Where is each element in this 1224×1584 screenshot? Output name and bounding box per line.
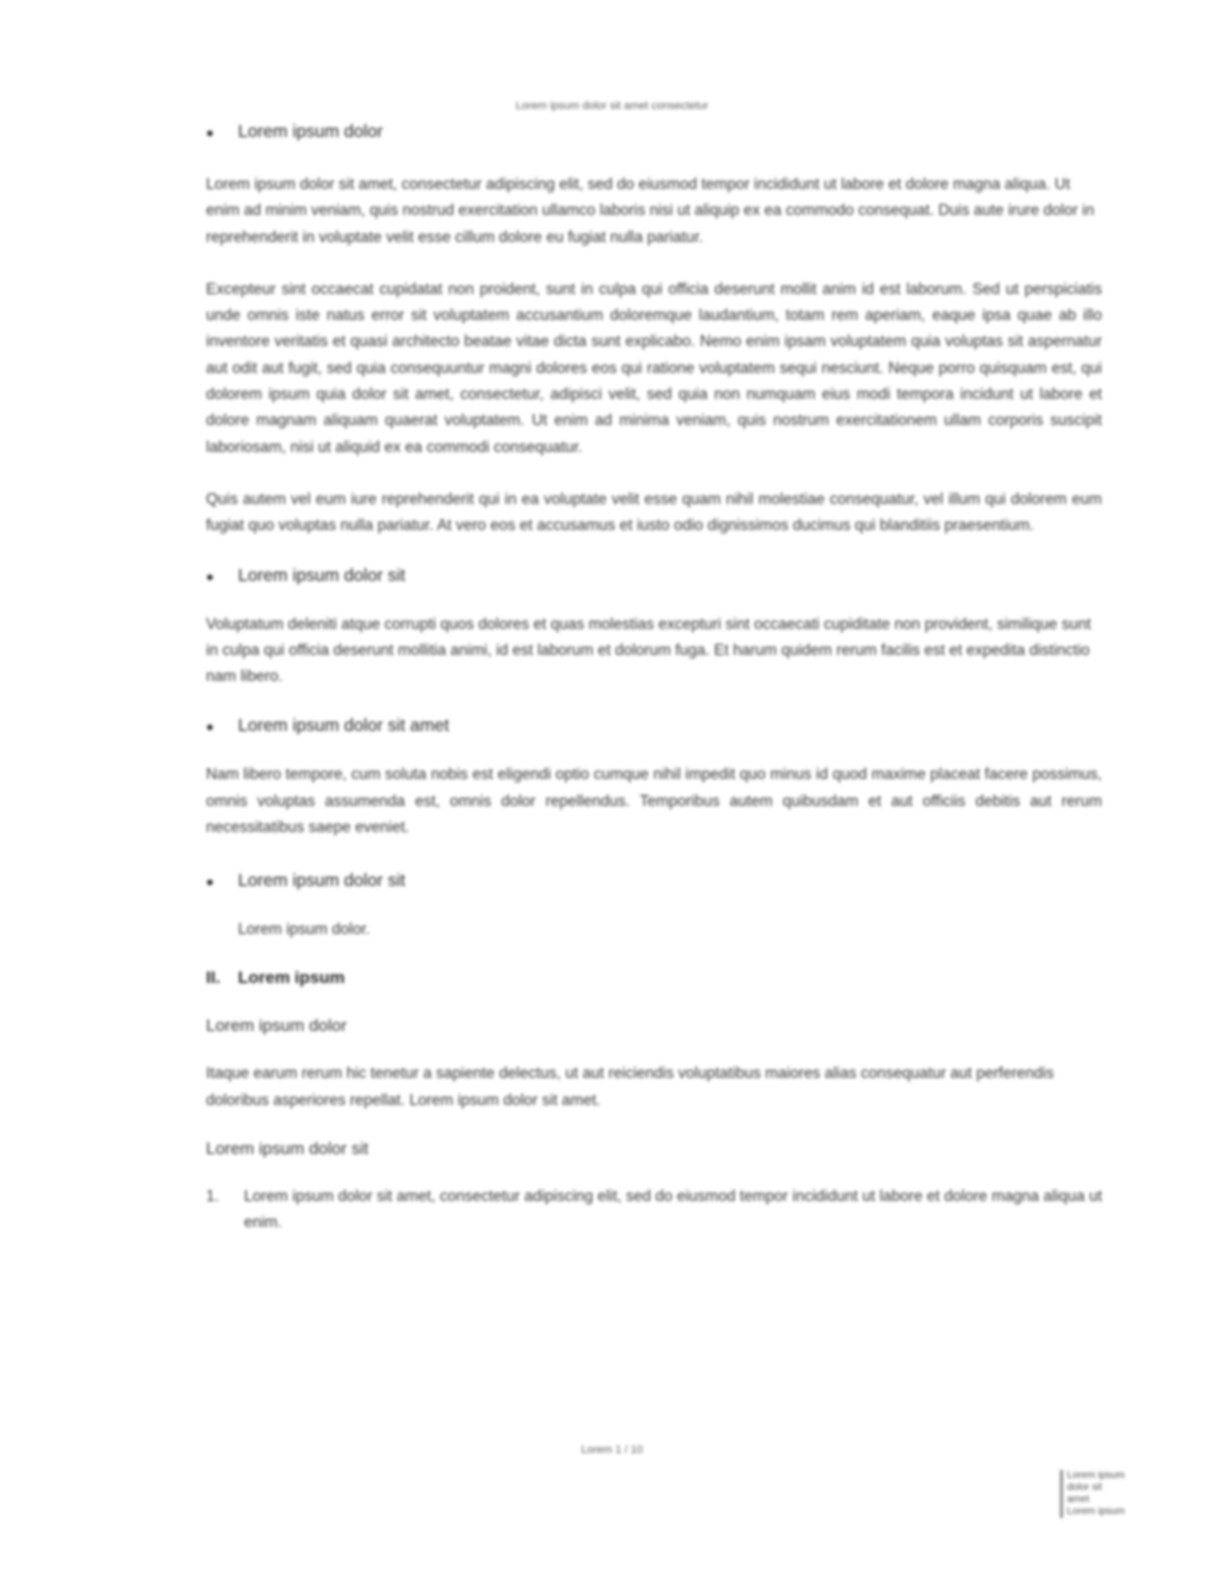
specific-objective-item [206, 1184, 1102, 1236]
item-number: 1. [206, 1187, 219, 1205]
section-heading-attendance [206, 712, 1102, 740]
bullet-icon: ● [206, 125, 214, 140]
general-objective-heading: Lorem ipsum dolor [206, 1016, 347, 1036]
item-text: Lorem ipsum dolor sit amet, consectetur adipiscing elit, sed do eiusmod tempor incididunt ut labore et dolore magna aliqua ut enim. [244, 1187, 1102, 1231]
bullet-icon: ● [206, 719, 214, 735]
institution-stamp [1060, 1470, 1171, 1518]
section-heading-text: Lorem ipsum dolor sit [238, 870, 406, 891]
section-heading-text: Lorem ipsum dolor sit amet [238, 715, 450, 736]
typology-value: Lorem ipsum dolor. [238, 921, 370, 939]
running-header: Lorem ipsum dolor sit amet consectetur [515, 100, 709, 112]
bullet-icon: ● [206, 874, 214, 890]
section-heading-typology [206, 867, 1102, 895]
stamp-line: Lorem ipsum [1067, 1470, 1125, 1481]
objectives-title: Lorem ipsum [238, 968, 345, 988]
section-heading-text: Lorem ipsum dolor [238, 121, 383, 141]
stamp-line: dolor sit [1067, 1482, 1103, 1493]
objectives-number: II. [206, 968, 221, 988]
bullet-icon: ● [206, 568, 214, 584]
section-heading-intro [206, 118, 1102, 146]
objectives-heading [206, 965, 1102, 991]
intro-paragraph-1: Lorem ipsum dolor sit amet, consectetur adipiscing elit, sed do eiusmod tempor incididunt ut labore et dolore magna aliqua. Ut enim ad minim veniam, quis nostrud exercitation ullamco laboris nisi ut aliquip ex ea commodo consequat. Duis aute irure dolor in reprehenderit in voluptate velit esse cillum dolore eu fugiat nulla pariatur. [206, 176, 1095, 246]
section-heading-prerequisites [206, 562, 1102, 590]
intro-paragraph-2: Excepteur sint occaecat cupidatat non proident, sunt in culpa qui officia deserunt mollit anim id est laborum. Sed ut perspiciatis unde omnis iste natus error sit voluptatem accusantium doloremque laudantium, totam rem aperiam, eaque ipsa quae ab illo inventore veritatis et quasi architecto beatae vitae dicta sunt explicabo. Nemo enim ipsam voluptatem quia voluptas sit aspernatur aut odit aut fugit, sed quia consequuntur magni dolores eos qui ratione voluptatem sequi nesciunt. Neque porro quisquam est, qui dolorem ipsum quia dolor sit amet, consectetur, adipisci velit, sed quia non numquam eius modi tempora incidunt ut labore et dolore magnam aliquam quaerat voluptatem. Ut enim ad minima veniam, quis nostrum exercitationem ullam corporis suscipit laboriosam, nisi ut aliquid ex ea commodi consequatur. [206, 280, 1102, 456]
general-objective-text: Itaque earum rerum hic tenetur a sapiente delectus, ut aut reiciendis voluptatibus maiores alias consequatur aut perferendis doloribus asperiores repellat. Lorem ipsum dolor sit amet. [206, 1065, 1054, 1109]
section-heading-text: Lorem ipsum dolor sit [238, 564, 406, 585]
document-body [206, 118, 1102, 1236]
stamp-line: Lorem ipsum [1067, 1506, 1125, 1517]
stamp-line: amet [1067, 1494, 1090, 1505]
attendance-paragraph: Nam libero tempore, cum soluta nobis est eligendi optio cumque nihil impedit quo minus id quod maxime placeat facere possimus, omnis voluptas assumenda est, omnis dolor repellendus. Temporibus autem quibusdam et aut officiis debitis aut rerum necessitatibus saepe eveniet. [206, 766, 1102, 837]
specific-objectives-heading: Lorem ipsum dolor sit [206, 1138, 369, 1158]
prerequisites-paragraph: Voluptatum deleniti atque corrupti quos dolores et quas molestias excepturi sint occaecati cupiditate non provident, similique sunt in culpa qui officia deserunt mollitia animi, id est laborum et dolorum fuga. Et harum quidem rerum facilis est et expedita distinctio nam libero. [206, 615, 1091, 686]
intro-paragraph-3: Quis autem vel eum iure reprehenderit qui in ea voluptate velit esse quam nihil molestiae consequatur, vel illum qui dolorem eum fugiat quo voluptas nulla pariatur. At vero eos et accusamus et iusto odio dignissimos ducimus qui blanditiis praesentium. [206, 490, 1102, 535]
page-number: Lorem 1 / 10 [581, 1444, 643, 1456]
